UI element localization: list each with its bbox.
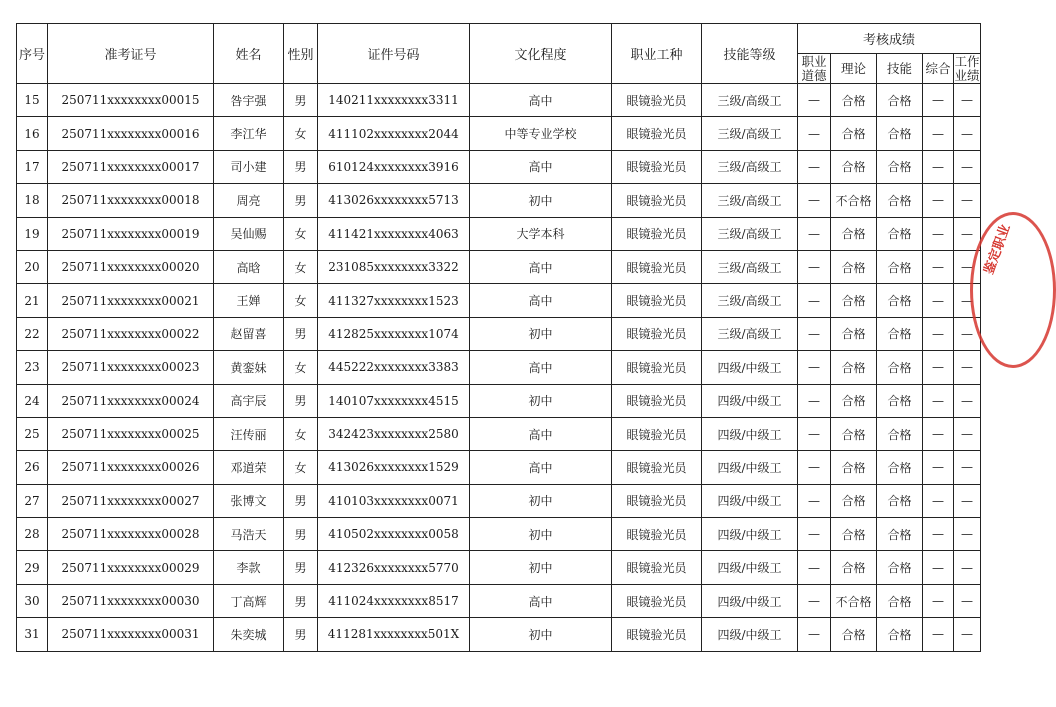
table-row — [17, 184, 981, 217]
cell-seq: 25 — [17, 417, 48, 450]
cell-skill: 合格 — [877, 217, 923, 250]
cell-name: 邓道荣 — [214, 451, 284, 484]
cell-skill-level: 三级/高级工 — [702, 184, 798, 217]
cell-occupation: 眼镜验光员 — [612, 217, 702, 250]
cell-education: 高中 — [470, 584, 612, 617]
cell-skill: 合格 — [877, 451, 923, 484]
cell-exam-no: 250711xxxxxxxx00019 — [48, 217, 214, 250]
cell-occupation: 眼镜验光员 — [612, 117, 702, 150]
table-row — [17, 384, 981, 417]
cell-gender: 男 — [284, 484, 318, 517]
cell-exam-no: 250711xxxxxxxx00020 — [48, 250, 214, 283]
cell-exam-no: 250711xxxxxxxx00018 — [48, 184, 214, 217]
cell-comprehensive: — — [923, 451, 954, 484]
cell-theory: 合格 — [831, 317, 877, 350]
header-exam-no: 准考证号 — [48, 24, 214, 84]
cell-ethics: — — [798, 317, 831, 350]
cell-gender: 男 — [284, 84, 318, 117]
table-body — [17, 84, 981, 652]
cell-skill-level: 四级/中级工 — [702, 484, 798, 517]
cell-exam-no: 250711xxxxxxxx00028 — [48, 518, 214, 551]
cell-name: 司小建 — [214, 150, 284, 183]
cell-gender: 男 — [284, 317, 318, 350]
cell-gender: 男 — [284, 518, 318, 551]
cell-skill: 合格 — [877, 150, 923, 183]
cell-seq: 24 — [17, 384, 48, 417]
cell-gender: 男 — [284, 584, 318, 617]
cell-exam-no: 250711xxxxxxxx00023 — [48, 351, 214, 384]
cell-skill: 合格 — [877, 117, 923, 150]
cell-skill-level: 四级/中级工 — [702, 618, 798, 651]
table-row — [17, 317, 981, 350]
official-seal — [970, 212, 1056, 368]
cell-ethics: — — [798, 384, 831, 417]
cell-name: 马浩天 — [214, 518, 284, 551]
cell-gender: 男 — [284, 551, 318, 584]
cell-skill-level: 三级/高级工 — [702, 217, 798, 250]
cell-ethics: — — [798, 484, 831, 517]
table-row — [17, 518, 981, 551]
header-scores-group: 考核成绩 — [798, 24, 981, 54]
cell-work-performance: — — [954, 84, 981, 117]
table-row — [17, 84, 981, 117]
cell-comprehensive: — — [923, 551, 954, 584]
cell-skill-level: 三级/高级工 — [702, 284, 798, 317]
cell-seq: 29 — [17, 551, 48, 584]
header-theory: 理论 — [831, 54, 877, 84]
header-id-no: 证件号码 — [318, 24, 470, 84]
header-skill: 技能 — [877, 54, 923, 84]
cell-occupation: 眼镜验光员 — [612, 317, 702, 350]
cell-gender: 女 — [284, 284, 318, 317]
cell-work-performance: — — [954, 417, 981, 450]
cell-id-no: 412825xxxxxxxx1074 — [318, 317, 470, 350]
cell-theory: 合格 — [831, 217, 877, 250]
cell-comprehensive: — — [923, 250, 954, 283]
cell-comprehensive: — — [923, 217, 954, 250]
cell-exam-no: 250711xxxxxxxx00031 — [48, 618, 214, 651]
header-education: 文化程度 — [470, 24, 612, 84]
header-ethics: 职业道德 — [798, 54, 831, 84]
cell-id-no: 413026xxxxxxxx5713 — [318, 184, 470, 217]
cell-seq: 19 — [17, 217, 48, 250]
cell-education: 高中 — [470, 351, 612, 384]
cell-skill-level: 四级/中级工 — [702, 351, 798, 384]
cell-seq: 28 — [17, 518, 48, 551]
cell-skill: 合格 — [877, 284, 923, 317]
cell-name: 黄銮妹 — [214, 351, 284, 384]
cell-comprehensive: — — [923, 184, 954, 217]
cell-education: 初中 — [470, 551, 612, 584]
cell-seq: 21 — [17, 284, 48, 317]
cell-work-performance: — — [954, 551, 981, 584]
cell-id-no: 410103xxxxxxxx0071 — [318, 484, 470, 517]
cell-gender: 女 — [284, 217, 318, 250]
cell-comprehensive: — — [923, 618, 954, 651]
cell-work-performance: — — [954, 217, 981, 250]
cell-work-performance: — — [954, 117, 981, 150]
cell-work-performance: — — [954, 384, 981, 417]
cell-theory: 不合格 — [831, 584, 877, 617]
cell-id-no: 140211xxxxxxxx3311 — [318, 84, 470, 117]
cell-theory: 合格 — [831, 84, 877, 117]
cell-theory: 合格 — [831, 284, 877, 317]
cell-theory: 合格 — [831, 484, 877, 517]
cell-work-performance: — — [954, 250, 981, 283]
official-seal-text: 鉴定职业 — [981, 222, 1014, 277]
cell-exam-no: 250711xxxxxxxx00015 — [48, 84, 214, 117]
cell-ethics: — — [798, 584, 831, 617]
cell-id-no: 342423xxxxxxxx2580 — [318, 417, 470, 450]
results-sheet — [16, 23, 980, 652]
cell-comprehensive: — — [923, 317, 954, 350]
cell-seq: 20 — [17, 250, 48, 283]
header-skill-level: 技能等级 — [702, 24, 798, 84]
cell-education: 初中 — [470, 384, 612, 417]
cell-id-no: 411024xxxxxxxx8517 — [318, 584, 470, 617]
cell-education: 大学本科 — [470, 217, 612, 250]
cell-comprehensive: — — [923, 518, 954, 551]
table-row — [17, 584, 981, 617]
cell-work-performance: — — [954, 618, 981, 651]
cell-ethics: — — [798, 184, 831, 217]
cell-work-performance: — — [954, 150, 981, 183]
cell-skill-level: 四级/中级工 — [702, 417, 798, 450]
cell-gender: 男 — [284, 384, 318, 417]
header-gender: 性别 — [284, 24, 318, 84]
cell-occupation: 眼镜验光员 — [612, 518, 702, 551]
cell-ethics: — — [798, 217, 831, 250]
cell-ethics: — — [798, 451, 831, 484]
cell-work-performance: — — [954, 451, 981, 484]
cell-occupation: 眼镜验光员 — [612, 484, 702, 517]
cell-name: 汪传丽 — [214, 417, 284, 450]
cell-comprehensive: — — [923, 417, 954, 450]
cell-skill: 合格 — [877, 484, 923, 517]
cell-comprehensive: — — [923, 84, 954, 117]
cell-comprehensive: — — [923, 484, 954, 517]
cell-id-no: 140107xxxxxxxx4515 — [318, 384, 470, 417]
table-row — [17, 117, 981, 150]
cell-skill-level: 四级/中级工 — [702, 551, 798, 584]
table-row — [17, 250, 981, 283]
cell-skill-level: 三级/高级工 — [702, 317, 798, 350]
cell-gender: 女 — [284, 351, 318, 384]
cell-seq: 30 — [17, 584, 48, 617]
cell-seq: 23 — [17, 351, 48, 384]
cell-occupation: 眼镜验光员 — [612, 284, 702, 317]
cell-work-performance: — — [954, 351, 981, 384]
cell-skill: 合格 — [877, 551, 923, 584]
cell-seq: 16 — [17, 117, 48, 150]
cell-skill: 合格 — [877, 518, 923, 551]
cell-ethics: — — [798, 618, 831, 651]
cell-ethics: — — [798, 551, 831, 584]
cell-work-performance: — — [954, 317, 981, 350]
cell-exam-no: 250711xxxxxxxx00025 — [48, 417, 214, 450]
cell-skill-level: 四级/中级工 — [702, 384, 798, 417]
cell-exam-no: 250711xxxxxxxx00027 — [48, 484, 214, 517]
cell-seq: 17 — [17, 150, 48, 183]
cell-skill: 合格 — [877, 618, 923, 651]
cell-occupation: 眼镜验光员 — [612, 417, 702, 450]
cell-name: 李款 — [214, 551, 284, 584]
cell-id-no: 410502xxxxxxxx0058 — [318, 518, 470, 551]
cell-exam-no: 250711xxxxxxxx00030 — [48, 584, 214, 617]
cell-education: 高中 — [470, 84, 612, 117]
header-comprehensive: 综合 — [923, 54, 954, 84]
cell-exam-no: 250711xxxxxxxx00021 — [48, 284, 214, 317]
cell-skill-level: 四级/中级工 — [702, 451, 798, 484]
cell-name: 王婵 — [214, 284, 284, 317]
cell-work-performance: — — [954, 584, 981, 617]
cell-skill: 合格 — [877, 384, 923, 417]
cell-exam-no: 250711xxxxxxxx00024 — [48, 384, 214, 417]
cell-education: 高中 — [470, 417, 612, 450]
cell-occupation: 眼镜验光员 — [612, 150, 702, 183]
cell-ethics: — — [798, 284, 831, 317]
cell-work-performance: — — [954, 518, 981, 551]
cell-name: 李江华 — [214, 117, 284, 150]
cell-id-no: 411421xxxxxxxx4063 — [318, 217, 470, 250]
cell-gender: 男 — [284, 184, 318, 217]
header-work-performance: 工作业绩 — [954, 53, 980, 83]
cell-skill: 合格 — [877, 317, 923, 350]
results-table — [16, 23, 981, 652]
cell-occupation: 眼镜验光员 — [612, 250, 702, 283]
cell-seq: 26 — [17, 451, 48, 484]
cell-comprehensive: — — [923, 117, 954, 150]
cell-exam-no: 250711xxxxxxxx00016 — [48, 117, 214, 150]
cell-theory: 不合格 — [831, 184, 877, 217]
table-row — [17, 217, 981, 250]
cell-id-no: 231085xxxxxxxx3322 — [318, 250, 470, 283]
table-row — [17, 551, 981, 584]
cell-skill: 合格 — [877, 417, 923, 450]
cell-education: 高中 — [470, 284, 612, 317]
cell-occupation: 眼镜验光员 — [612, 551, 702, 584]
cell-education: 初中 — [470, 618, 612, 651]
cell-ethics: — — [798, 250, 831, 283]
cell-id-no: 413026xxxxxxxx1529 — [318, 451, 470, 484]
cell-theory: 合格 — [831, 384, 877, 417]
cell-ethics: — — [798, 351, 831, 384]
cell-id-no: 412326xxxxxxxx5770 — [318, 551, 470, 584]
cell-skill-level: 四级/中级工 — [702, 584, 798, 617]
cell-skill: 合格 — [877, 584, 923, 617]
cell-education: 初中 — [470, 484, 612, 517]
cell-occupation: 眼镜验光员 — [612, 384, 702, 417]
cell-seq: 22 — [17, 317, 48, 350]
cell-name: 高宇辰 — [214, 384, 284, 417]
cell-seq: 31 — [17, 618, 48, 651]
cell-work-performance: — — [954, 284, 981, 317]
cell-name: 朱奕城 — [214, 618, 284, 651]
cell-skill-level: 四级/中级工 — [702, 518, 798, 551]
cell-name: 咎宇强 — [214, 84, 284, 117]
cell-name: 丁高辉 — [214, 584, 284, 617]
cell-education: 初中 — [470, 317, 612, 350]
header-seq: 序号 — [17, 24, 48, 84]
cell-ethics: — — [798, 84, 831, 117]
cell-name: 高晗 — [214, 250, 284, 283]
header-occupation: 职业工种 — [612, 24, 702, 84]
cell-education: 高中 — [470, 250, 612, 283]
cell-ethics: — — [798, 518, 831, 551]
cell-skill: 合格 — [877, 84, 923, 117]
cell-occupation: 眼镜验光员 — [612, 451, 702, 484]
cell-education: 初中 — [470, 518, 612, 551]
cell-id-no: 411281xxxxxxxx501X — [318, 618, 470, 651]
cell-exam-no: 250711xxxxxxxx00029 — [48, 551, 214, 584]
cell-ethics: — — [798, 117, 831, 150]
cell-occupation: 眼镜验光员 — [612, 184, 702, 217]
cell-ethics: — — [798, 417, 831, 450]
table-row — [17, 417, 981, 450]
cell-theory: 合格 — [831, 618, 877, 651]
cell-gender: 女 — [284, 117, 318, 150]
cell-comprehensive: — — [923, 584, 954, 617]
cell-theory: 合格 — [831, 150, 877, 183]
cell-seq: 15 — [17, 84, 48, 117]
cell-education: 初中 — [470, 184, 612, 217]
cell-gender: 男 — [284, 150, 318, 183]
cell-name: 吴仙赐 — [214, 217, 284, 250]
table-row — [17, 351, 981, 384]
cell-occupation: 眼镜验光员 — [612, 351, 702, 384]
cell-education: 中等专业学校 — [470, 117, 612, 150]
cell-gender: 男 — [284, 618, 318, 651]
cell-theory: 合格 — [831, 250, 877, 283]
cell-theory: 合格 — [831, 451, 877, 484]
cell-seq: 27 — [17, 484, 48, 517]
cell-work-performance: — — [954, 184, 981, 217]
table-row — [17, 150, 981, 183]
cell-name: 赵留喜 — [214, 317, 284, 350]
cell-gender: 女 — [284, 451, 318, 484]
cell-theory: 合格 — [831, 117, 877, 150]
table-row — [17, 484, 981, 517]
cell-id-no: 610124xxxxxxxx3916 — [318, 150, 470, 183]
cell-comprehensive: — — [923, 284, 954, 317]
cell-comprehensive: — — [923, 351, 954, 384]
header-name: 姓名 — [214, 24, 284, 84]
cell-id-no: 411102xxxxxxxx2044 — [318, 117, 470, 150]
cell-work-performance: — — [954, 484, 981, 517]
table-row — [17, 451, 981, 484]
cell-skill: 合格 — [877, 184, 923, 217]
cell-education: 高中 — [470, 451, 612, 484]
cell-id-no: 411327xxxxxxxx1523 — [318, 284, 470, 317]
cell-name: 张博文 — [214, 484, 284, 517]
cell-theory: 合格 — [831, 417, 877, 450]
cell-theory: 合格 — [831, 351, 877, 384]
cell-exam-no: 250711xxxxxxxx00022 — [48, 317, 214, 350]
table-row — [17, 284, 981, 317]
cell-occupation: 眼镜验光员 — [612, 584, 702, 617]
cell-education: 高中 — [470, 150, 612, 183]
cell-skill: 合格 — [877, 250, 923, 283]
cell-skill-level: 三级/高级工 — [702, 150, 798, 183]
cell-theory: 合格 — [831, 518, 877, 551]
cell-exam-no: 250711xxxxxxxx00026 — [48, 451, 214, 484]
cell-comprehensive: — — [923, 384, 954, 417]
cell-exam-no: 250711xxxxxxxx00017 — [48, 150, 214, 183]
cell-name: 周亮 — [214, 184, 284, 217]
cell-gender: 女 — [284, 250, 318, 283]
cell-occupation: 眼镜验光员 — [612, 84, 702, 117]
cell-occupation: 眼镜验光员 — [612, 618, 702, 651]
cell-skill-level: 三级/高级工 — [702, 117, 798, 150]
cell-gender: 女 — [284, 417, 318, 450]
cell-theory: 合格 — [831, 551, 877, 584]
cell-id-no: 445222xxxxxxxx3383 — [318, 351, 470, 384]
cell-seq: 18 — [17, 184, 48, 217]
cell-ethics: — — [798, 150, 831, 183]
cell-skill: 合格 — [877, 351, 923, 384]
table-row — [17, 618, 981, 651]
cell-comprehensive: — — [923, 150, 954, 183]
cell-skill-level: 三级/高级工 — [702, 84, 798, 117]
cell-skill-level: 三级/高级工 — [702, 250, 798, 283]
